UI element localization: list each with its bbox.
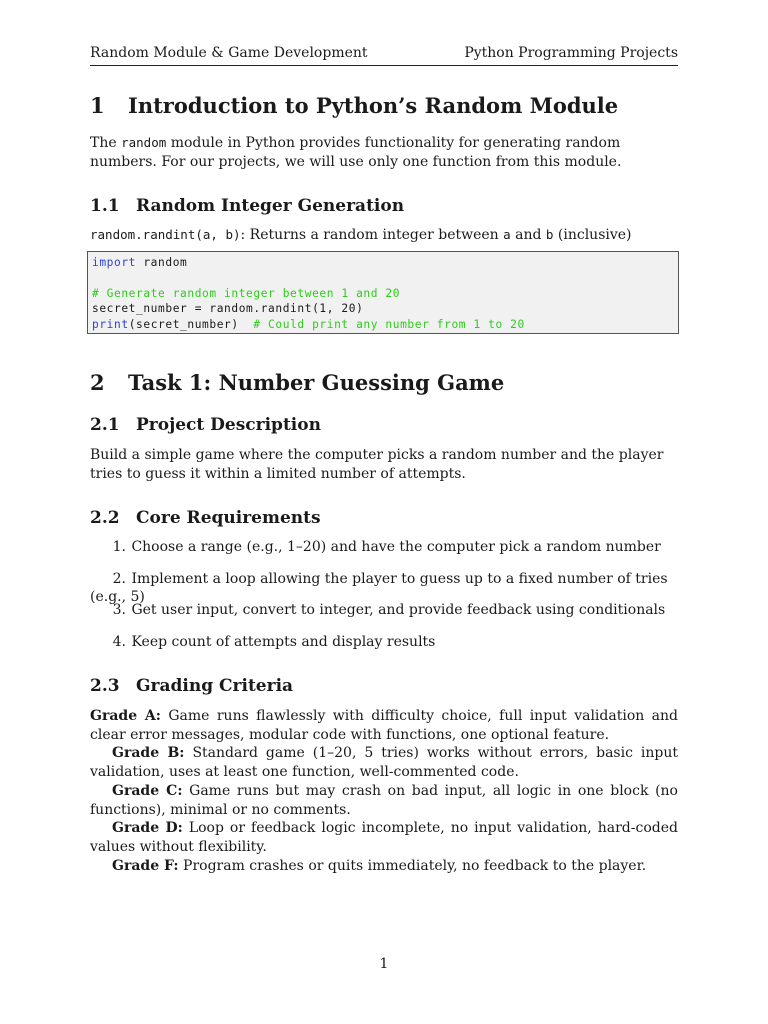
grade-a-paragraph: [90, 707, 678, 744]
code-line-print: [92, 317, 674, 332]
code-inline-comment: # Could print any number from 1 to 20: [253, 317, 525, 331]
grading-criteria: [90, 707, 678, 875]
code-line-assignment: secret_number = random.randint(1, 20): [92, 302, 364, 316]
code-line-blank: [92, 270, 674, 285]
intro-text-pre: The: [90, 135, 122, 151]
running-header-right: Python Programming Projects: [464, 45, 678, 61]
grade-c-paragraph: [90, 782, 678, 819]
list-item: [90, 538, 661, 556]
subsection-title: Random Integer Generation: [136, 196, 405, 216]
section-heading-2: [90, 370, 678, 396]
intro-paragraph: [90, 134, 678, 171]
list-item-number: 1.: [112, 539, 126, 555]
code-text: (secret_number): [128, 317, 254, 331]
subsection-title: Project Description: [136, 415, 321, 435]
grade-text: Standard game (1–20, 5 tries) works without errors, basic input validation, uses at least one function, well-commented code.: [90, 745, 678, 781]
subsection-heading-2-1: [90, 414, 678, 436]
list-item-text: Implement a loop allowing the player to guess up to a fixed number of tries (e.g., 5): [90, 571, 668, 605]
grade-label: Grade F:: [112, 857, 179, 874]
list-item-text: Choose a range (e.g., 1–20) and have the computer pick a random number: [131, 539, 661, 555]
subsection-number: 1.1: [90, 196, 120, 216]
code-comment-line: # Generate random integer between 1 and 20: [92, 286, 401, 300]
inline-code-b: b: [545, 227, 554, 242]
inline-code-a: a: [503, 227, 511, 242]
randint-desc-post: (inclusive): [553, 227, 632, 243]
grade-f-paragraph: [90, 857, 678, 876]
code-keyword-import: import: [92, 256, 137, 269]
section-number: 2: [90, 370, 105, 395]
code-listing: [87, 251, 679, 334]
subsection-heading-2-2: [90, 507, 678, 529]
section-title: Task 1: Number Guessing Game: [128, 370, 505, 395]
grade-text: Game runs flawlessly with difficulty choice, full input validation and clear error messages, modular code with functions, one optional feature.: [90, 708, 678, 743]
grade-text: Game runs but may crash on bad input, all logic in one block (no functions), minimal or no comments.: [90, 782, 678, 818]
randint-desc-pre: : Returns a random integer between: [240, 227, 504, 243]
code-line-1: [92, 255, 674, 270]
project-description-paragraph: Build a simple game where the computer picks a random number and the player tries to guess it within a limited number of attempts.: [90, 447, 664, 482]
intro-text-post: module in Python provides functionality for generating random numbers. For our projects, we will use only one function from this module.: [90, 135, 622, 170]
subsection-title: Core Requirements: [136, 508, 321, 528]
grade-d-paragraph: [90, 819, 678, 856]
running-header: [90, 44, 678, 66]
subsection-title: Grading Criteria: [136, 676, 294, 696]
randint-desc-and: and: [510, 227, 546, 243]
subsection-heading-1-1: [90, 195, 678, 217]
grade-label: Grade A:: [90, 708, 161, 724]
list-item-text: Get user input, convert to integer, and provide feedback using conditionals: [131, 602, 666, 618]
section-number: 1: [90, 93, 105, 118]
subsection-number: 2.1: [90, 415, 120, 435]
code-keyword-print: print: [92, 317, 129, 331]
subsection-number: 2.3: [90, 676, 120, 696]
list-item-number: 4.: [112, 634, 126, 650]
inline-code-random: random: [121, 135, 167, 150]
grade-label: Grade B:: [112, 745, 185, 762]
code-text: random: [136, 256, 188, 269]
grade-label: Grade D:: [112, 820, 183, 837]
running-header-left: Random Module & Game Development: [90, 45, 368, 61]
grade-label: Grade C:: [112, 782, 183, 799]
section-heading-1: [90, 93, 678, 119]
randint-description: [90, 226, 678, 245]
list-item-number: 3.: [112, 602, 126, 618]
list-item-number: 2.: [112, 571, 126, 587]
list-item: [90, 633, 435, 651]
section-title: Introduction to Python’s Random Module: [128, 93, 619, 118]
page-number: 1: [379, 956, 389, 972]
inline-code-randint: random.randint(a, b): [90, 227, 241, 242]
subsection-heading-2-3: [90, 675, 678, 697]
grade-text: Program crashes or quits immediately, no feedback to the player.: [178, 857, 647, 874]
list-item: [90, 601, 665, 619]
list-item-text: Keep count of attempts and display results: [131, 634, 436, 650]
subsection-number: 2.2: [90, 508, 120, 528]
grade-b-paragraph: [90, 744, 678, 781]
grade-text: Loop or feedback logic incomplete, no input validation, hard-coded values without flexibility.: [90, 820, 678, 855]
